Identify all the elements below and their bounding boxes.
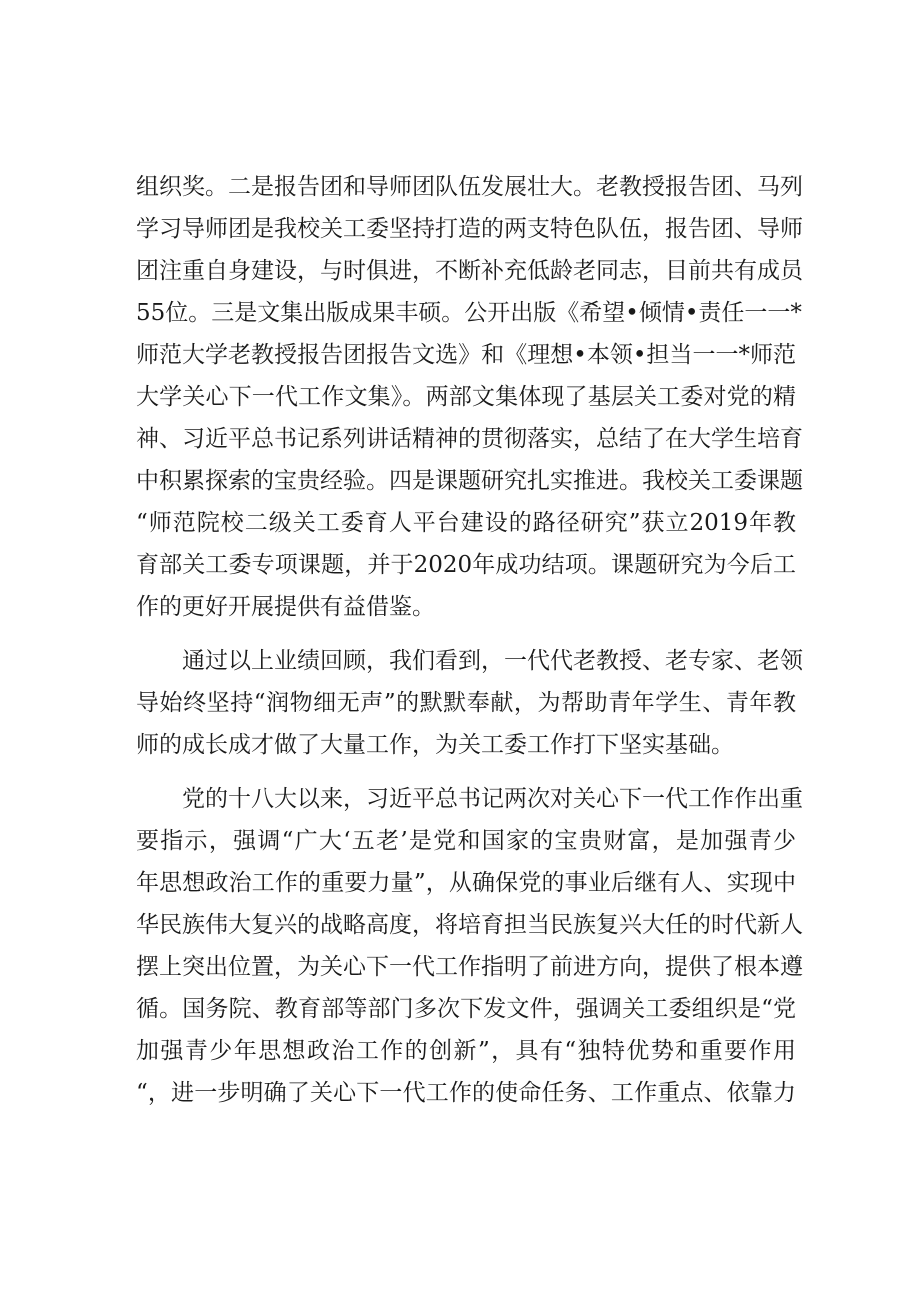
paragraph-1-line-11: 作的更好开展提供有益借鉴。 (136, 594, 435, 620)
paragraph-1-line-8: 中积累探索的宝贵经验。四是课题研究扎实推进。我校关工委课题 (136, 468, 803, 494)
paragraph-3-line-6: 循。国务院、教育部等部门多次下发文件，强调关工委组织是“党 (136, 996, 796, 1022)
paragraph-1-line-4: 55位。三是文集出版成果丰硕。公开出版《希望•倾情•责任一一* (136, 300, 802, 326)
paragraph-3-line-4: 华民族伟大复兴的战略高度，将培育担当民族复兴大任的时代新人 (136, 912, 803, 938)
paragraph-1-line-3: 团注重自身建设，与时俱进，不断补充低龄老同志，目前共有成员 (136, 258, 803, 284)
paragraph-2-line-3: 师的成长成才做了大量工作，为关工委工作打下坚实基础。 (136, 732, 734, 758)
paragraph-1-line-7: 神、习近平总书记系列讲话精神的贯彻落实，总结了在大学生培育 (136, 426, 803, 452)
paragraph-3-line-3: 年思想政治工作的重要力量”，从确保党的事业后继有人、实现中 (136, 870, 796, 896)
paragraph-3-line-1: 党的十八大以来，习近平总书记两次对关心下一代工作作出重 (182, 786, 803, 812)
paragraph-3-line-5: 摆上突出位置，为关心下一代工作指明了前进方向，提供了根本遵 (136, 954, 803, 980)
paragraph-1-line-1: 组织奖。二是报告团和导师团队伍发展壮大。老教授报告团、马列 (136, 174, 803, 200)
paragraph-2-line-1: 通过以上业绩回顾，我们看到，一代代老教授、老专家、老领 (182, 648, 803, 674)
paragraph-1-line-5: 师范大学老教授报告团报告文选》和《理想•本领•担当一一*师范 (136, 342, 796, 368)
paragraph-1-line-10: 育部关工委专项课题，并于2020年成功结项。课题研究为今后工 (136, 552, 796, 578)
paragraph-2-line-2: 导始终坚持“润物细无声”的默默奉献，为帮助青年学生、青年教 (136, 690, 796, 716)
paragraph-3-line-7: 加强青少年思想政治工作的创新”，具有“独特优势和重要作用 (136, 1038, 796, 1064)
paragraph-1-line-9: “师范院校二级关工委育人平台建设的路径研究”获立2019年教 (136, 510, 796, 536)
paragraph-3-line-2: 要指示，强调“广大‘五老’是党和国家的宝贵财富，是加强青少 (136, 828, 796, 854)
paragraph-1-line-2: 学习导师团是我校关工委坚持打造的两支特色队伍，报告团、导师 (136, 216, 803, 242)
paragraph-1-line-6: 大学关心下一代工作文集》。两部文集体现了基层关工委对党的精 (136, 384, 796, 410)
paragraph-3-line-8: “，进一步明确了关心下一代工作的使命任务、工作重点、依靠力 (136, 1080, 796, 1106)
